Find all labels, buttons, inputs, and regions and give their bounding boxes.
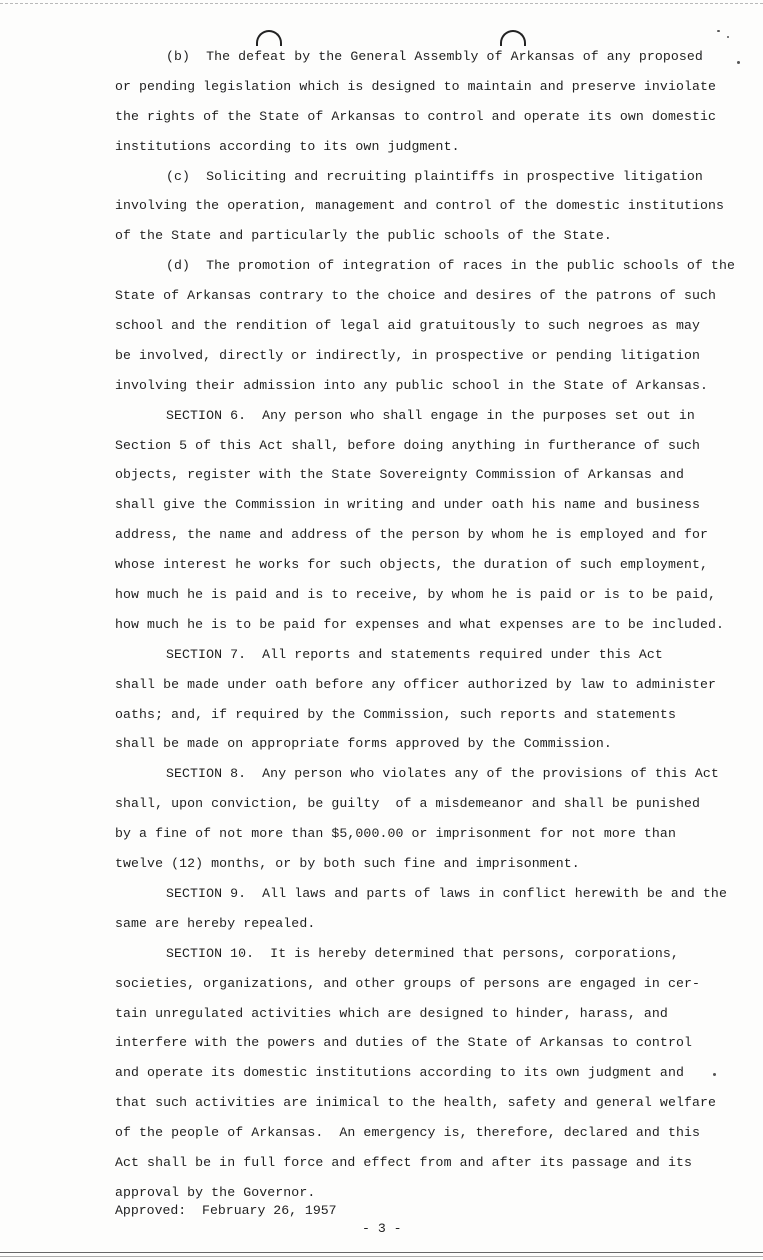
- scan-speck: [717, 30, 720, 32]
- page-bottom-edge: [0, 1252, 763, 1253]
- text-line: oaths; and, if required by the Commission, such reports and statements: [115, 706, 676, 722]
- text-line: address, the name and address of the person by whom he is employed and for: [115, 527, 709, 543]
- text-line: by a fine of not more than $5,000.00 or imprisonment for not more than: [115, 826, 676, 842]
- text-line: shall be made on appropriate forms approved by the Commission.: [115, 736, 612, 752]
- text-line: be involved, directly or indirectly, in prospective or pending litigation: [115, 347, 701, 363]
- text-line: of the State and particularly the public schools of the State.: [115, 228, 612, 244]
- text-line: shall be made under oath before any officer authorized by law to administer: [115, 676, 717, 692]
- scan-speck: [737, 61, 740, 64]
- text-line: societies, organizations, and other groups of persons are engaged in cer-: [115, 975, 701, 991]
- text-line: involving the operation, management and control of the domestic institutions: [115, 198, 725, 214]
- text-line: same are hereby repealed.: [115, 915, 316, 931]
- text-line: SECTION 8. Any person who violates any of the provisions of this Act: [166, 766, 719, 782]
- document-body: [115, 42, 735, 1208]
- text-line: institutions according to its own judgment.: [115, 138, 460, 154]
- text-line: tain unregulated activities which are designed to hinder, harass, and: [115, 1005, 668, 1021]
- text-line: and operate its domestic institutions according to its own judgment and: [115, 1065, 684, 1081]
- page-number: - 3 -: [362, 1221, 402, 1236]
- text-line: SECTION 6. Any person who shall engage in the purposes set out in: [166, 407, 695, 423]
- page-bottom-edge-secondary: [0, 1256, 763, 1257]
- text-line: of the people of Arkansas. An emergency is, therefore, declared and this: [115, 1125, 701, 1141]
- text-line: involving their admission into any public school in the State of Arkansas.: [115, 377, 709, 393]
- text-line: Act shall be in full force and effect from and after its passage and its: [115, 1154, 692, 1170]
- text-line: SECTION 10. It is hereby determined that persons, corporations,: [166, 945, 679, 961]
- text-line: objects, register with the State Sovereignty Commission of Arkansas and: [115, 467, 684, 483]
- text-line: (b) The defeat by the General Assembly of Arkansas of any proposed: [166, 49, 703, 64]
- text-line: approval by the Governor.: [115, 1184, 316, 1200]
- text-line: (d) The promotion of integration of races in the public schools of the: [166, 258, 735, 274]
- text-line: interfere with the powers and duties of the State of Arkansas to control: [115, 1035, 692, 1051]
- text-line: shall give the Commission in writing and under oath his name and business: [115, 497, 701, 513]
- scan-speck: [727, 36, 729, 38]
- text-line: whose interest he works for such objects, the duration of such employment,: [115, 557, 709, 573]
- text-line: shall, upon conviction, be guilty of a misdemeanor and shall be punished: [115, 796, 701, 812]
- page-top-edge: [0, 3, 763, 4]
- approval-date: Approved: February 26, 1957: [115, 1203, 337, 1218]
- text-line: that such activities are inimical to the health, safety and general welfare: [115, 1095, 717, 1111]
- text-line: SECTION 9. All laws and parts of laws in conflict herewith be and the: [166, 885, 727, 901]
- text-line: State of Arkansas contrary to the choice and desires of the patrons of such: [115, 288, 717, 304]
- text-line: (c) Soliciting and recruiting plaintiffs in prospective litigation: [166, 168, 703, 184]
- text-line: how much he is paid and is to receive, by whom he is paid or is to be paid,: [115, 587, 717, 603]
- text-line: how much he is to be paid for expenses and what expenses are to be included.: [115, 616, 725, 632]
- text-line: school and the rendition of legal aid gratuitously to such negroes as may: [115, 318, 701, 334]
- text-line: SECTION 7. All reports and statements required under this Act: [166, 646, 663, 662]
- text-line: twelve (12) months, or by both such fine and imprisonment.: [115, 856, 580, 872]
- text-line: or pending legislation which is designed to maintain and preserve inviolate: [115, 78, 717, 94]
- text-line: the rights of the State of Arkansas to control and operate its own domestic: [115, 108, 717, 124]
- text-line: Section 5 of this Act shall, before doing anything in furtherance of such: [115, 437, 701, 453]
